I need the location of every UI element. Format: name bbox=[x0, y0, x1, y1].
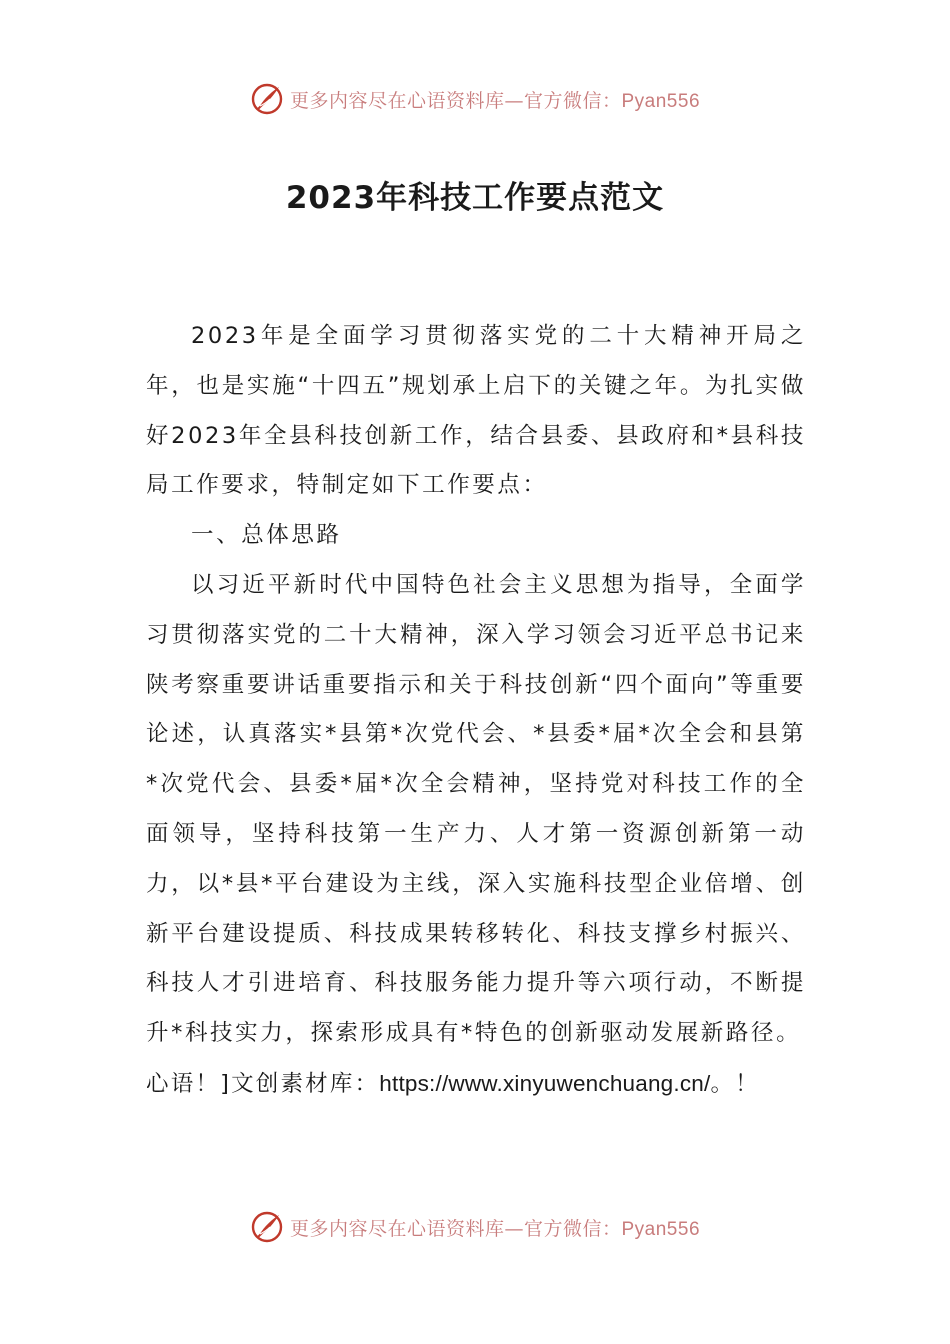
document-title: 2023年科技工作要点范文 bbox=[285, 180, 665, 216]
quill-pen-icon bbox=[250, 1210, 284, 1244]
source-line bbox=[146, 1059, 806, 1110]
source-url-link[interactable]: https://www.xinyuwenchuang.cn/ bbox=[379, 1070, 711, 1096]
intro-paragraph: 2023年是全面学习贯彻落实党的二十大精神开局之年，也是实施“十四五”规划承上启下的关键之年。为扎实做好2023年全县科技创新工作，结合县委、县政府和*县科技局工作要求，特制定如下工作要点： bbox=[146, 323, 806, 499]
watermark-wechat-id: Pyan556 bbox=[621, 1218, 701, 1240]
watermark-wechat-id: Pyan556 bbox=[621, 90, 701, 112]
watermark-text: 更多内容尽在心语资料库—官方微信：Pyan556 bbox=[289, 89, 701, 112]
footer-watermark bbox=[0, 1210, 950, 1244]
quill-pen-icon bbox=[250, 82, 284, 116]
section-heading: 一、总体思路 bbox=[191, 522, 342, 549]
source-suffix: 。！ bbox=[710, 1070, 760, 1097]
watermark-text: 更多内容尽在心语资料库—官方微信：Pyan556 bbox=[289, 1217, 701, 1240]
source-prefix: 心语！]文创素材库： bbox=[146, 1070, 380, 1097]
document-body bbox=[146, 312, 806, 1110]
body-paragraph: 以习近平新时代中国特色社会主义思想为指导，全面学习贯彻落实党的二十大精神，深入学习领会习近平总书记来陕考察重要讲话重要指示和关于科技创新“四个面向”等重要论述，认真落实*县第*次党代会、*县委*届*次全会和县第*次党代会、县委*届*次全会精神，坚持党对科技工作的全面领导，坚持科技第一生产力、人才第一资源创新第一动力，以*县*平台建设为主线，深入实施科技型企业倍增、创新平台建设提质、科技成果转移转化、科技支撑乡村振兴、科技人才引进培育、科技服务能力提升等六项行动，不断提升*科技实力，探索形成具有*特色的创新驱动发展新路径。 bbox=[146, 571, 806, 1047]
header-watermark bbox=[0, 82, 950, 116]
